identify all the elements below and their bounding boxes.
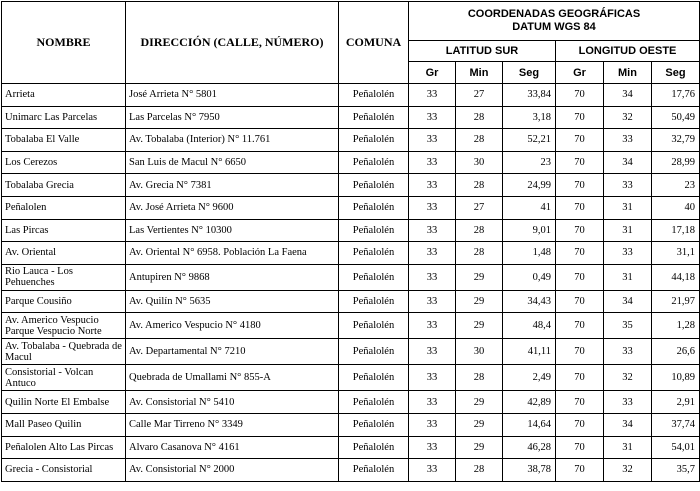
cell-lat-min: 28 xyxy=(456,242,503,265)
cell-lon-gr: 70 xyxy=(556,339,604,365)
cell-direccion: José Arrieta N° 5801 xyxy=(126,84,339,107)
table-row xyxy=(2,290,700,313)
cell-lon-min: 35 xyxy=(604,313,652,339)
cell-lat-gr: 33 xyxy=(409,391,456,414)
header-comuna: COMUNA xyxy=(339,2,409,84)
cell-lat-min: 27 xyxy=(456,196,503,219)
cell-lat-seg: 3,18 xyxy=(503,106,556,129)
cell-comuna: Peñalolén xyxy=(339,459,409,482)
cell-lon-seg: 23 xyxy=(652,174,700,197)
table-row xyxy=(2,242,700,265)
cell-nombre: Grecia - Consistorial xyxy=(2,459,126,482)
cell-lat-gr: 33 xyxy=(409,151,456,174)
cell-lat-seg: 23 xyxy=(503,151,556,174)
cell-lat-min: 27 xyxy=(456,84,503,107)
cell-comuna: Peñalolén xyxy=(339,242,409,265)
cell-lon-gr: 70 xyxy=(556,129,604,152)
header-coordenadas xyxy=(409,2,700,41)
cell-direccion: Quebrada de Umallami N° 855-A xyxy=(126,365,339,391)
cell-lat-min: 29 xyxy=(456,436,503,459)
cell-direccion: Av. Quilín N° 5635 xyxy=(126,290,339,313)
cell-lat-min: 29 xyxy=(456,290,503,313)
header-direccion: DIRECCIÓN (CALLE, NÚMERO) xyxy=(126,2,339,84)
cell-lon-gr: 70 xyxy=(556,196,604,219)
cell-lat-min: 29 xyxy=(456,313,503,339)
cell-lon-gr: 70 xyxy=(556,219,604,242)
cell-lon-min: 33 xyxy=(604,174,652,197)
cell-nombre: Mall Paseo Quilin xyxy=(2,413,126,436)
cell-lon-gr: 70 xyxy=(556,313,604,339)
cell-lon-min: 31 xyxy=(604,196,652,219)
cell-lat-min: 28 xyxy=(456,219,503,242)
coordinates-table xyxy=(1,1,700,482)
cell-comuna: Peñalolén xyxy=(339,151,409,174)
table-row xyxy=(2,339,700,365)
cell-lat-seg: 2,49 xyxy=(503,365,556,391)
cell-lon-min: 34 xyxy=(604,413,652,436)
cell-lat-seg: 33,84 xyxy=(503,84,556,107)
cell-lon-seg: 50,49 xyxy=(652,106,700,129)
cell-comuna: Peñalolén xyxy=(339,196,409,219)
table-row xyxy=(2,129,700,152)
cell-lat-seg: 38,78 xyxy=(503,459,556,482)
cell-nombre: Tobalaba Grecia xyxy=(2,174,126,197)
cell-lon-min: 33 xyxy=(604,129,652,152)
cell-direccion: Antupiren N° 9868 xyxy=(126,264,339,290)
cell-nombre: Arrieta xyxy=(2,84,126,107)
cell-lon-gr: 70 xyxy=(556,436,604,459)
cell-lon-seg: 17,76 xyxy=(652,84,700,107)
cell-lon-gr: 70 xyxy=(556,84,604,107)
cell-nombre: Los Cerezos xyxy=(2,151,126,174)
cell-lat-gr: 33 xyxy=(409,129,456,152)
cell-nombre: Consistorial - Volcan Antuco xyxy=(2,365,126,391)
cell-direccion: Av. José Arrieta N° 9600 xyxy=(126,196,339,219)
cell-lon-min: 34 xyxy=(604,151,652,174)
cell-lon-gr: 70 xyxy=(556,242,604,265)
cell-lon-min: 31 xyxy=(604,264,652,290)
cell-lat-gr: 33 xyxy=(409,174,456,197)
cell-direccion: Av. Grecia N° 7381 xyxy=(126,174,339,197)
cell-lat-gr: 33 xyxy=(409,196,456,219)
cell-lat-min: 30 xyxy=(456,151,503,174)
cell-comuna: Peñalolén xyxy=(339,436,409,459)
cell-direccion: Av. Consistorial N° 5410 xyxy=(126,391,339,414)
cell-lon-seg: 44,18 xyxy=(652,264,700,290)
cell-lat-gr: 33 xyxy=(409,436,456,459)
cell-lon-min: 32 xyxy=(604,106,652,129)
cell-comuna: Peñalolén xyxy=(339,391,409,414)
cell-lon-gr: 70 xyxy=(556,413,604,436)
header-lat-gr: Gr xyxy=(409,62,456,84)
header-lon-gr: Gr xyxy=(556,62,604,84)
cell-direccion: Alvaro Casanova N° 4161 xyxy=(126,436,339,459)
cell-nombre: Las Pircas xyxy=(2,219,126,242)
table-row xyxy=(2,391,700,414)
cell-direccion: San Luis de Macul N° 6650 xyxy=(126,151,339,174)
cell-lon-min: 33 xyxy=(604,391,652,414)
cell-lon-min: 34 xyxy=(604,290,652,313)
cell-lon-min: 31 xyxy=(604,219,652,242)
cell-lon-min: 31 xyxy=(604,436,652,459)
cell-lat-min: 28 xyxy=(456,174,503,197)
cell-lat-seg: 42,89 xyxy=(503,391,556,414)
cell-lon-min: 33 xyxy=(604,242,652,265)
cell-lon-seg: 40 xyxy=(652,196,700,219)
cell-lat-gr: 33 xyxy=(409,84,456,107)
table-body xyxy=(2,84,700,482)
cell-lon-seg: 28,99 xyxy=(652,151,700,174)
cell-lat-min: 28 xyxy=(456,459,503,482)
header-coordenadas-line1: COORDENADAS GEOGRÁFICAS xyxy=(467,8,641,20)
cell-nombre: Peñalolen Alto Las Pircas xyxy=(2,436,126,459)
cell-lat-seg: 41 xyxy=(503,196,556,219)
cell-comuna: Peñalolén xyxy=(339,219,409,242)
cell-lon-gr: 70 xyxy=(556,365,604,391)
table-row xyxy=(2,459,700,482)
cell-lon-seg: 31,1 xyxy=(652,242,700,265)
cell-lat-min: 28 xyxy=(456,129,503,152)
table-row xyxy=(2,196,700,219)
cell-lon-seg: 37,74 xyxy=(652,413,700,436)
header-lat-seg: Seg xyxy=(503,62,556,84)
cell-lat-gr: 33 xyxy=(409,219,456,242)
cell-lon-gr: 70 xyxy=(556,264,604,290)
cell-lat-seg: 14,64 xyxy=(503,413,556,436)
cell-lat-seg: 1,48 xyxy=(503,242,556,265)
cell-lat-seg: 46,28 xyxy=(503,436,556,459)
cell-lon-min: 33 xyxy=(604,339,652,365)
cell-nombre: Quilin Norte El Embalse xyxy=(2,391,126,414)
cell-lon-seg: 54,01 xyxy=(652,436,700,459)
cell-lon-min: 32 xyxy=(604,459,652,482)
cell-lat-seg: 48,4 xyxy=(503,313,556,339)
cell-comuna: Peñalolén xyxy=(339,106,409,129)
table-row xyxy=(2,413,700,436)
cell-lon-gr: 70 xyxy=(556,174,604,197)
cell-lon-gr: 70 xyxy=(556,106,604,129)
cell-comuna: Peñalolén xyxy=(339,174,409,197)
table-row xyxy=(2,313,700,339)
cell-nombre: Unimarc Las Parcelas xyxy=(2,106,126,129)
cell-lat-seg: 0,49 xyxy=(503,264,556,290)
cell-lat-gr: 33 xyxy=(409,242,456,265)
cell-direccion: Las Parcelas N° 7950 xyxy=(126,106,339,129)
cell-comuna: Peñalolén xyxy=(339,129,409,152)
cell-lat-gr: 33 xyxy=(409,106,456,129)
cell-nombre: Av. Tobalaba - Quebrada de Macul xyxy=(2,339,126,365)
table-row xyxy=(2,84,700,107)
cell-lat-seg: 9,01 xyxy=(503,219,556,242)
cell-direccion: Av. Consistorial N° 2000 xyxy=(126,459,339,482)
cell-nombre: Tobalaba El Valle xyxy=(2,129,126,152)
cell-lat-min: 30 xyxy=(456,339,503,365)
cell-lon-seg: 10,89 xyxy=(652,365,700,391)
cell-lon-gr: 70 xyxy=(556,290,604,313)
cell-comuna: Peñalolén xyxy=(339,365,409,391)
cell-lat-seg: 52,21 xyxy=(503,129,556,152)
cell-lat-gr: 33 xyxy=(409,365,456,391)
cell-lat-seg: 24,99 xyxy=(503,174,556,197)
cell-direccion: Av. Americo Vespucio N° 4180 xyxy=(126,313,339,339)
cell-lon-gr: 70 xyxy=(556,459,604,482)
cell-nombre: Parque Cousiño xyxy=(2,290,126,313)
cell-comuna: Peñalolén xyxy=(339,413,409,436)
cell-lat-gr: 33 xyxy=(409,290,456,313)
cell-direccion: Av. Departamental N° 7210 xyxy=(126,339,339,365)
cell-lon-seg: 1,28 xyxy=(652,313,700,339)
cell-lat-gr: 33 xyxy=(409,459,456,482)
cell-direccion: Av. Oriental N° 6958. Población La Faena xyxy=(126,242,339,265)
cell-comuna: Peñalolén xyxy=(339,264,409,290)
header-coordenadas-line2: DATUM WGS 84 xyxy=(512,21,596,33)
table-row xyxy=(2,151,700,174)
table-row xyxy=(2,106,700,129)
cell-lat-min: 29 xyxy=(456,391,503,414)
cell-direccion: Av. Tobalaba (Interior) N° 11.761 xyxy=(126,129,339,152)
table-row xyxy=(2,264,700,290)
table-row xyxy=(2,174,700,197)
cell-lat-min: 29 xyxy=(456,264,503,290)
header-lon-min: Min xyxy=(604,62,652,84)
cell-comuna: Peñalolén xyxy=(339,290,409,313)
cell-lon-seg: 32,79 xyxy=(652,129,700,152)
cell-nombre: Av. Americo Vespucio Parque Vespucio Norte xyxy=(2,313,126,339)
table-row xyxy=(2,365,700,391)
cell-lat-min: 28 xyxy=(456,106,503,129)
cell-lon-seg: 17,18 xyxy=(652,219,700,242)
cell-nombre: Rio Lauca - Los Pehuenches xyxy=(2,264,126,290)
cell-lon-gr: 70 xyxy=(556,151,604,174)
cell-lat-min: 28 xyxy=(456,365,503,391)
cell-lat-gr: 33 xyxy=(409,264,456,290)
cell-direccion: Calle Mar Tirreno N° 3349 xyxy=(126,413,339,436)
header-lat-min: Min xyxy=(456,62,503,84)
cell-lon-seg: 21,97 xyxy=(652,290,700,313)
cell-direccion: Las Vertientes N° 10300 xyxy=(126,219,339,242)
cell-nombre: Peñalolen xyxy=(2,196,126,219)
cell-lon-gr: 70 xyxy=(556,391,604,414)
cell-lon-seg: 2,91 xyxy=(652,391,700,414)
cell-comuna: Peñalolén xyxy=(339,84,409,107)
cell-lat-gr: 33 xyxy=(409,313,456,339)
cell-comuna: Peñalolén xyxy=(339,313,409,339)
cell-lat-seg: 34,43 xyxy=(503,290,556,313)
header-longitud: LONGITUD OESTE xyxy=(556,41,700,62)
cell-lon-min: 34 xyxy=(604,84,652,107)
header-lon-seg: Seg xyxy=(652,62,700,84)
cell-lat-seg: 41,11 xyxy=(503,339,556,365)
cell-nombre: Av. Oriental xyxy=(2,242,126,265)
header-nombre: NOMBRE xyxy=(2,2,126,84)
cell-comuna: Peñalolén xyxy=(339,339,409,365)
cell-lon-seg: 35,7 xyxy=(652,459,700,482)
cell-lon-min: 32 xyxy=(604,365,652,391)
header-latitud: LATITUD SUR xyxy=(409,41,556,62)
table-row xyxy=(2,436,700,459)
cell-lat-gr: 33 xyxy=(409,339,456,365)
cell-lat-gr: 33 xyxy=(409,413,456,436)
cell-lon-seg: 26,6 xyxy=(652,339,700,365)
cell-lat-min: 29 xyxy=(456,413,503,436)
table-row xyxy=(2,219,700,242)
